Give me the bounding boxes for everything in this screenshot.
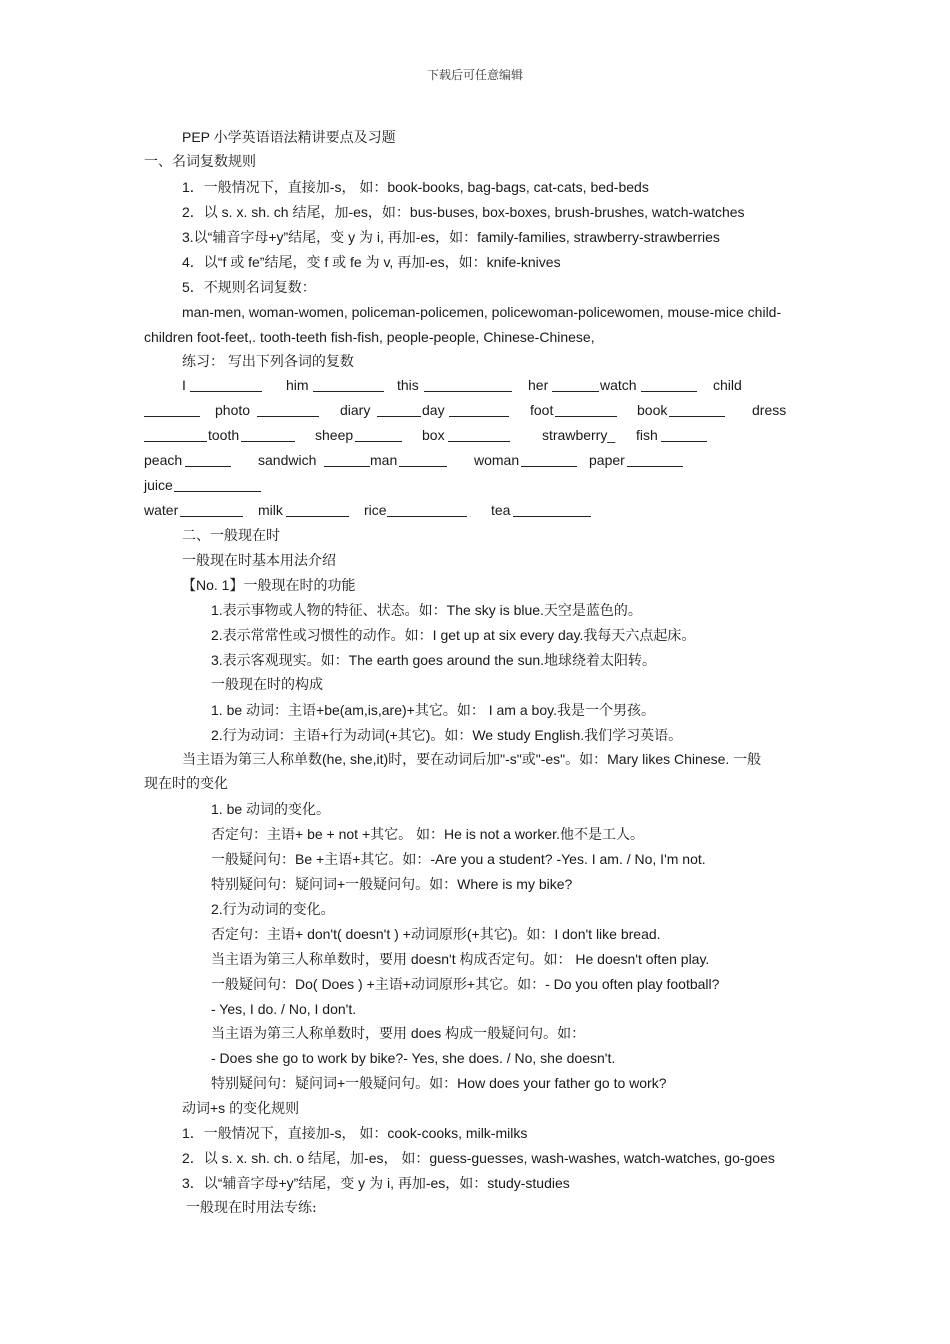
word-item: dress (752, 402, 787, 418)
answer-blank[interactable] (513, 504, 591, 517)
answer-blank[interactable] (324, 454, 370, 467)
answer-blank[interactable] (185, 454, 231, 467)
verb-change-heading: 2.行为动词的变化。 (211, 901, 335, 917)
answer-blank[interactable] (180, 504, 243, 517)
word-item: woman (474, 452, 520, 468)
verb-s-rule-3: 3．以“辅音字母+y”结尾，变 y 为 i, 再加-es，如：study-studies (182, 1175, 570, 1191)
word-item: this (397, 377, 419, 393)
section2-intro: 一般现在时基本用法介绍 (182, 553, 336, 569)
word-item: box (422, 427, 445, 443)
word-item: tooth (208, 427, 240, 443)
form-heading: 一般现在时的构成 (211, 677, 323, 693)
word-item: tea (491, 502, 511, 518)
answer-blank[interactable] (627, 454, 683, 467)
answer-blank[interactable] (313, 379, 384, 392)
answer-blank[interactable] (387, 504, 467, 517)
word-item: day (422, 402, 445, 418)
answer-blank[interactable] (377, 404, 421, 417)
answer-blank[interactable] (144, 429, 207, 442)
page-header: 下载后可任意编辑 (426, 68, 523, 82)
verb-question-answer: - Yes, I do. / No, I don't. (211, 1001, 357, 1017)
function-3: 3.表示客观现实。如：The earth goes around the sun.地球绕着太阳转。 (211, 652, 657, 668)
word-item: book (637, 402, 668, 418)
answer-blank[interactable] (241, 429, 295, 442)
word-item: him (286, 377, 309, 393)
rule-5: 5．不规则名词复数： (182, 279, 316, 295)
rule-2: 2．以 s. x. sh. ch 结尾，加-es，如：bus-buses, box-boxes, brush-brushes, watch-watches (182, 204, 745, 220)
answer-blank[interactable] (174, 479, 261, 492)
form-2: 2.行为动词：主语+行为动词(+其它)。如：We study English.我们学习英语。 (211, 727, 683, 743)
word-item: sheep (315, 427, 354, 443)
doc-title: PEP 小学英语语法精讲要点及习题 (182, 129, 396, 145)
verb-question: 一般疑问句：Do( Does ) +主语+动词原形+其它。如：- Do you often play football? (211, 976, 720, 992)
third-person-line2: 现在时的变化 (144, 776, 228, 792)
be-negative: 否定句：主语+ be + not +其它。 如：He is not a worker.他不是工人。 (211, 826, 644, 842)
practice-heading: 一般现在时用法专练: (186, 1200, 317, 1216)
word-item: water (144, 502, 179, 518)
be-change-heading: 1. be 动词的变化。 (211, 801, 331, 817)
function-2: 2.表示常常性或习惯性的动作。如：I get up at six every day.我每天六点起床。 (211, 627, 696, 643)
form-1: 1. be 动词：主语+be(am,is,are)+其它。如： I am a boy.我是一个男孩。 (211, 702, 655, 718)
verb-negative-third: 当主语为第三人称单数时，要用 doesn't 构成否定句。如： He doesn't often play. (211, 951, 710, 967)
answer-blank[interactable] (555, 404, 617, 417)
irregular-plurals-line2: children foot-feet,. tooth-teeth fish-fish, people-people, Chinese-Chinese, (144, 329, 595, 345)
be-question: 一般疑问句：Be +主语+其它。如：-Are you a student? -Yes. I am. / No, I'm not. (211, 851, 706, 867)
word-item: paper (589, 452, 625, 468)
answer-blank[interactable] (641, 379, 697, 392)
rule-4: 4．以“f 或 fe”结尾，变 f 或 fe 为 v, 再加-es，如：knife-knives (182, 254, 561, 270)
word-item: strawberry_ (542, 427, 616, 443)
word-item: sandwich (258, 452, 317, 468)
word-item: watch (600, 377, 637, 393)
word-item: fish (636, 427, 658, 443)
verb-s-rules-heading: 动词+s 的变化规则 (182, 1100, 300, 1116)
answer-blank[interactable] (190, 379, 262, 392)
answer-blank[interactable] (521, 454, 577, 467)
irregular-plurals-line1: man-men, woman-women, policeman-policemen, policewoman-policewomen, mouse-mice child- (182, 304, 782, 320)
rule-3: 3.以“辅音字母+y”结尾，变 y 为 i, 再加-es，如：family-families, strawberry-strawberries (182, 229, 720, 245)
rule-1: 1．一般情况下，直接加-s， 如：book-books, bag-bags, cat-cats, bed-beds (182, 179, 649, 195)
verb-s-rule-1: 1．一般情况下，直接加-s， 如：cook-cooks, milk-milks (182, 1125, 528, 1141)
verb-s-rule-2: 2．以 s. x. sh. ch. o 结尾，加-es， 如：guess-guesses, wash-washes, watch-watches, go-goes (182, 1150, 775, 1166)
verb-negative: 否定句：主语+ don't( doesn't ) +动词原形(+其它)。如：I don't like bread. (211, 926, 661, 942)
word-item: peach (144, 452, 183, 468)
word-item: I (182, 377, 186, 393)
word-item: diary (340, 402, 371, 418)
answer-blank[interactable] (669, 404, 725, 417)
word-item: child (713, 377, 742, 393)
word-item: foot (530, 402, 554, 418)
be-special-question: 特别疑问句：疑问词+一般疑问句。如：Where is my bike? (211, 876, 573, 892)
answer-blank[interactable] (552, 379, 599, 392)
answer-blank[interactable] (424, 379, 512, 392)
answer-blank[interactable] (661, 429, 707, 442)
function-1: 1.表示事物或人物的特征、状态。如：The sky is blue.天空是蓝色的。 (211, 602, 642, 618)
exercise-label: 练习： 写出下列各词的复数 (182, 353, 354, 369)
word-item: juice (144, 477, 173, 493)
answer-blank[interactable] (448, 429, 510, 442)
answer-blank[interactable] (449, 404, 509, 417)
no1-heading: 【No. 1】一般现在时的功能 (182, 577, 356, 593)
verb-question-third-example: - Does she go to work by bike?- Yes, she does. / No, she doesn't. (211, 1050, 616, 1066)
answer-blank[interactable] (355, 429, 402, 442)
word-item: rice (364, 502, 387, 518)
section2-heading: 二、一般现在时 (182, 528, 280, 544)
verb-question-third: 当主语为第三人称单数时，要用 does 构成一般疑问句。如： (211, 1025, 586, 1041)
answer-blank[interactable] (144, 404, 200, 417)
third-person-line1: 当主语为第三人称单数(he, she,it)时，要在动词后加"-s"或"-es"。如：Mary likes Chinese. 一般 (182, 751, 762, 767)
section1-heading: 一、名词复数规则 (144, 154, 256, 170)
answer-blank[interactable] (286, 504, 349, 517)
word-item: milk (258, 502, 283, 518)
answer-blank[interactable] (399, 454, 447, 467)
word-item: man (370, 452, 398, 468)
answer-blank[interactable] (257, 404, 319, 417)
verb-special-question: 特别疑问句：疑问词+一般疑问句。如：How does your father go to work? (211, 1075, 667, 1091)
word-item: photo (215, 402, 251, 418)
word-item: her (528, 377, 549, 393)
